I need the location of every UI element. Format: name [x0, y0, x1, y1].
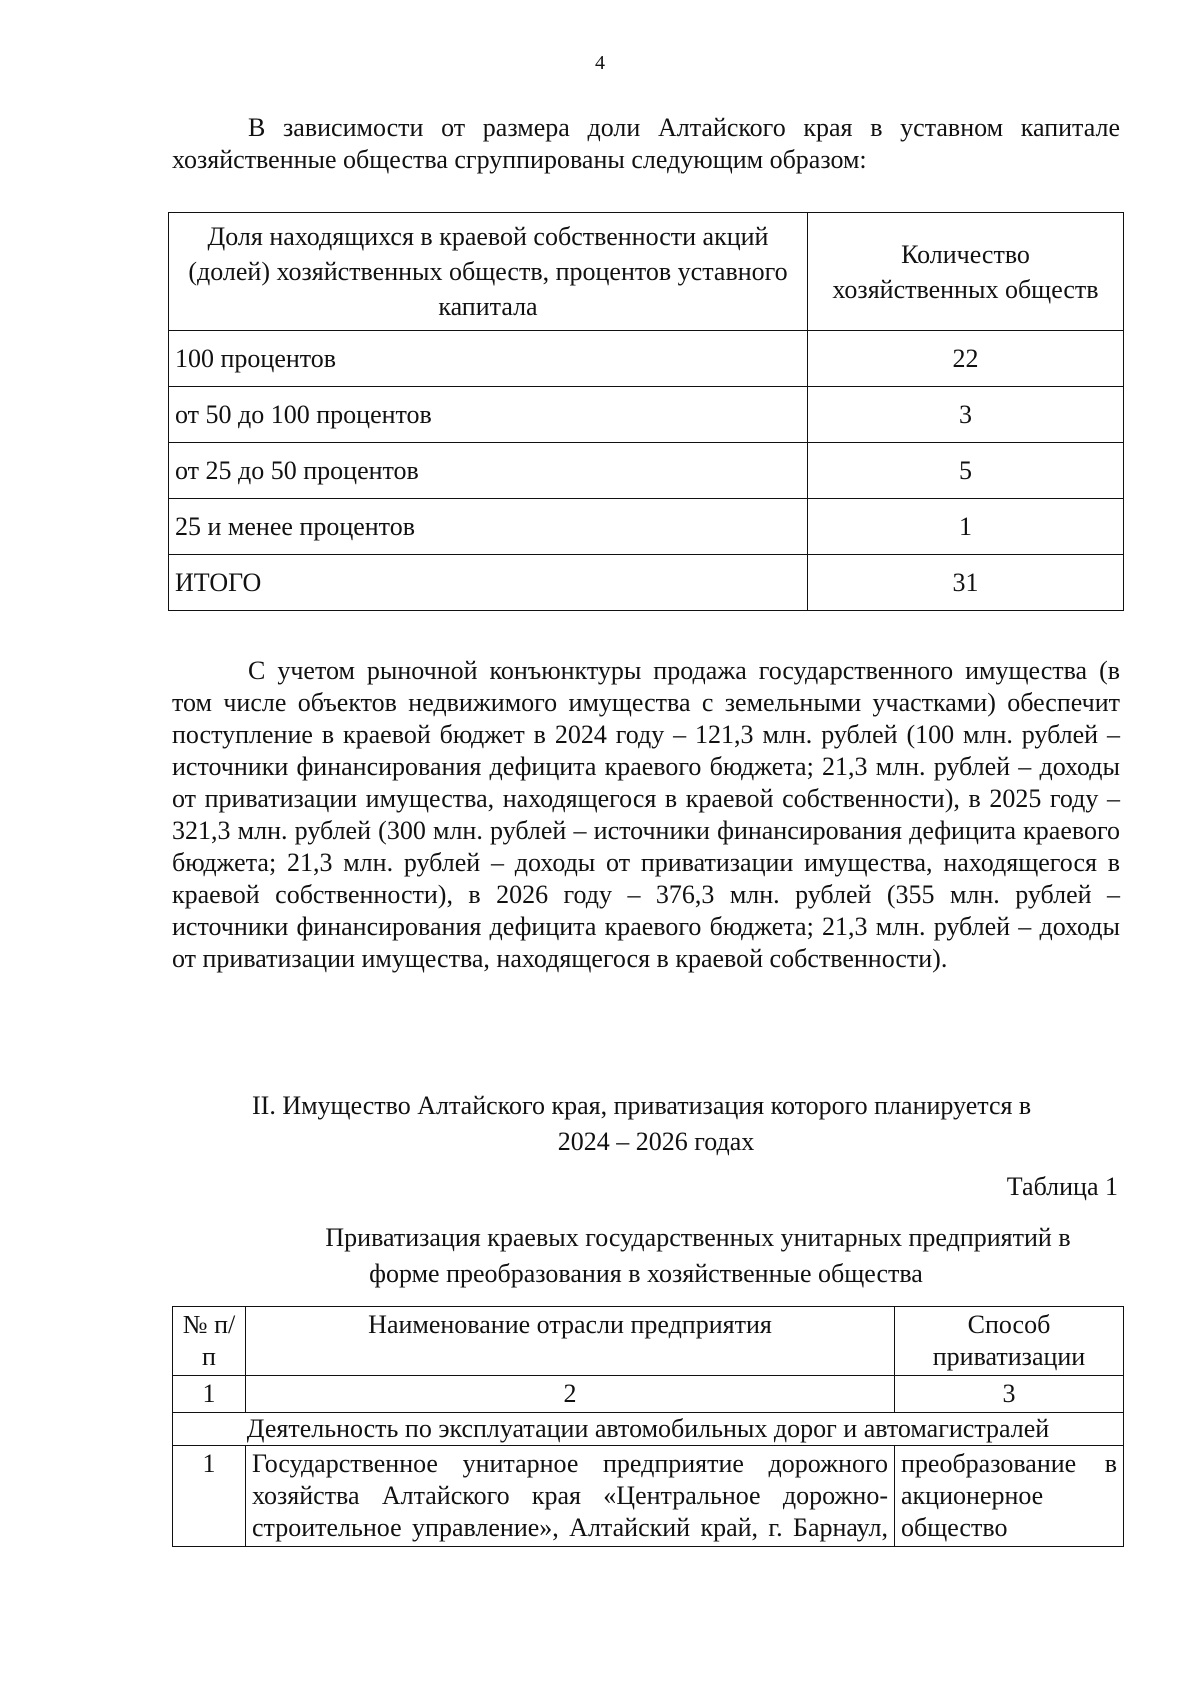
shares-row-label: 25 и менее процентов: [169, 499, 808, 555]
shares-row-value: 22: [808, 331, 1124, 387]
privatization-row-method: преобразование в акционерное общество: [895, 1446, 1124, 1547]
table-row: [169, 387, 1124, 443]
shares-total-row: [169, 555, 1124, 611]
shares-total-value: 31: [808, 555, 1124, 611]
table1-title-line1: Приватизация краевых государственных унитарных предприятий в: [325, 1223, 1071, 1252]
shares-table-header-row: [169, 213, 1124, 331]
privatization-header-num: № п/п: [173, 1307, 246, 1376]
table-row: [169, 499, 1124, 555]
revenue-paragraph: С учетом рыночной конъюнктуры продажа государственного имущества (в том числе объектов недвижимого имущества с земельными участками) обеспечит поступление в краевой бюджет в 2024 году – 121,3 млн. рублей (100 млн. рублей – источники финансирования дефицита краевого бюджета; 21,3 млн. рублей – доходы от приватизации имущества, находящегося в краевой собственности), в 2025 году – 321,3 млн. рублей (300 млн. рублей – источники финансирования дефицита краевого бюджета; 21,3 млн. рублей – доходы от приватизации имущества, находящегося в краевой собственности), в 2026 году – 376,3 млн. рублей (355 млн. рублей – источники финансирования дефицита краевого бюджета; 21,3 млн. рублей – доходы от приватизации имущества, находящегося в краевой собственности).: [172, 656, 1120, 973]
shares-table: [168, 212, 1124, 611]
table-row: [169, 331, 1124, 387]
privatization-table: [172, 1306, 1124, 1547]
table1-title-line2: форме преобразования в хозяйственные общества: [369, 1259, 923, 1288]
shares-total-label: ИТОГО: [169, 555, 808, 611]
privatization-row-name: Государственное унитарное предприятие дорожного хозяйства Алтайского края «Центральное дорожно-строительное управление», Алтайский край, г. Барнаул,: [246, 1446, 895, 1547]
privatization-index-row: [173, 1376, 1124, 1413]
section-heading-line2: 2024 – 2026 годах: [557, 1127, 755, 1156]
intro-paragraph: В зависимости от размера доли Алтайского края в уставном капитале хозяйственные общества сгруппированы следующим образом:: [172, 113, 1120, 174]
section-heading-line1: II. Имущество Алтайского края, приватизация которого планируется в: [252, 1091, 1032, 1120]
privatization-section-title: Деятельность по эксплуатации автомобильных дорог и автомагистралей: [173, 1413, 1124, 1446]
index-cell: 2: [246, 1376, 895, 1413]
shares-header-count: Количество хозяйственных обществ: [808, 213, 1124, 331]
page-number: 4: [595, 52, 605, 74]
shares-row-label: от 25 до 50 процентов: [169, 443, 808, 499]
shares-row-value: 1: [808, 499, 1124, 555]
table-row: [173, 1446, 1124, 1547]
privatization-header-method: Способ приватизации: [895, 1307, 1124, 1376]
table-row: [169, 443, 1124, 499]
shares-row-value: 3: [808, 387, 1124, 443]
privatization-header-row: [173, 1307, 1124, 1376]
shares-row-value: 5: [808, 443, 1124, 499]
shares-row-label: от 50 до 100 процентов: [169, 387, 808, 443]
table1-title: [172, 1220, 1120, 1292]
privatization-row-num: 1: [173, 1446, 246, 1547]
privatization-section-row: [173, 1413, 1124, 1446]
table-label: Таблица 1: [1006, 1172, 1118, 1201]
section-heading: [172, 1088, 1120, 1160]
index-cell: 3: [895, 1376, 1124, 1413]
index-cell: 1: [173, 1376, 246, 1413]
privatization-header-name: Наименование отрасли предприятия: [246, 1307, 895, 1376]
shares-header-share: Доля находящихся в краевой собственности акций (долей) хозяйственных обществ, процентов уставного капитала: [169, 213, 808, 331]
shares-row-label: 100 процентов: [169, 331, 808, 387]
